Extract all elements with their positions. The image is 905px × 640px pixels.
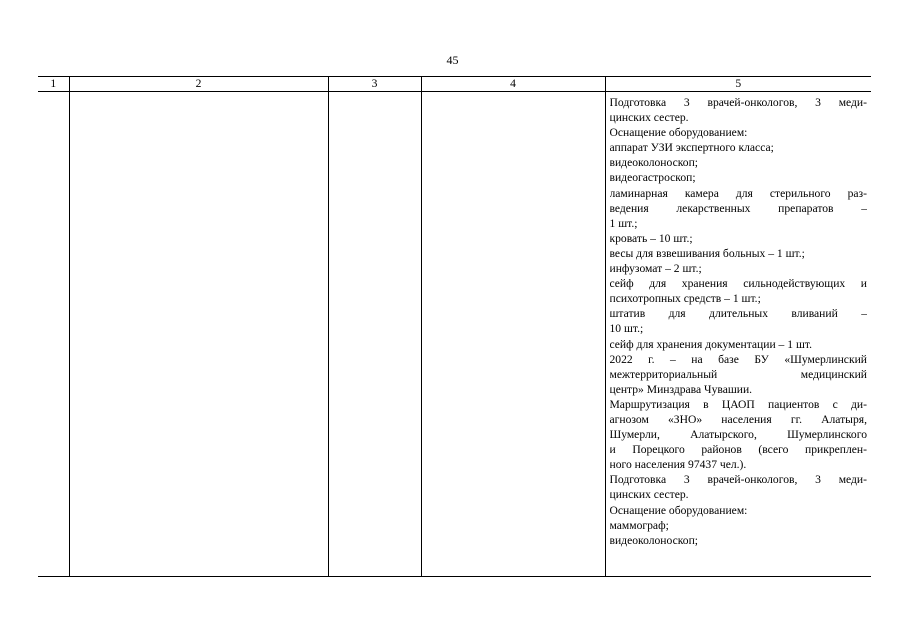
cell-column-2 [69, 92, 328, 577]
text-line: аппарат УЗИ экспертного класса; [609, 141, 774, 155]
text-line: Шумерли, Алатырского, Шумерлинского [609, 428, 867, 442]
text-line: маммограф; [609, 518, 669, 532]
column-header-4: 4 [421, 77, 605, 92]
text-line: 10 шт.; [609, 322, 644, 336]
column-header-5: 5 [605, 77, 871, 92]
text-line: Оснащение оборудованием: [609, 126, 748, 140]
text-line: кровать – 10 шт.; [609, 231, 693, 245]
column-header-1: 1 [38, 77, 69, 92]
text-line: Подготовка 3 врачей-онкологов, 3 меди- [609, 96, 867, 109]
cell-column-3 [328, 92, 421, 577]
text-line: сейф для хранения документации – 1 шт. [609, 337, 812, 351]
text-line: агнозом «ЗНО» населения гг. Алатыря, [609, 412, 867, 426]
text-line: и Порецкого районов (всего прикреплен- [609, 443, 867, 457]
text-line: цинских сестер. [609, 488, 689, 502]
text-line: видеогастроскоп; [609, 171, 696, 185]
header-row [38, 77, 871, 92]
text-line: Оснащение оборудованием: [609, 503, 748, 517]
text-line: межтерриториальный медицинский [609, 367, 867, 381]
text-line: 1 шт.; [609, 216, 638, 230]
text-line: штатив для длительных вливаний – [609, 307, 867, 321]
text-line: психотропных средств – 1 шт.; [609, 292, 761, 306]
text-line: Маршрутизация в ЦАОП пациентов с ди- [609, 397, 867, 411]
page-number: 45 [446, 53, 459, 67]
cell-column-5 [605, 92, 871, 577]
text-line: ламинарная камера для стерильного раз- [609, 186, 867, 200]
table-row [38, 92, 871, 577]
text-line: сейф для хранения сильнодействующих и [609, 277, 867, 291]
text-line: 2022 г. – на базе БУ «Шумерлинский [609, 352, 867, 366]
column-5-text [610, 95, 868, 548]
column-header-3: 3 [328, 77, 421, 92]
text-line: Подготовка 3 врачей-онкологов, 3 меди- [609, 473, 867, 487]
cell-column-4 [421, 92, 605, 577]
text-line: инфузомат – 2 шт.; [609, 262, 702, 276]
text-line: ведения лекарственных препаратов – [609, 201, 867, 215]
text-line: центр» Минздрава Чувашии. [609, 382, 753, 396]
cell-column-1 [38, 92, 69, 577]
text-line: видеоколоноскоп; [609, 156, 698, 170]
text-line: весы для взвешивания больных – 1 шт.; [609, 246, 805, 260]
text-line: видеоколоноскоп; [609, 533, 698, 547]
document-table [38, 76, 871, 577]
text-line: ного населения 97437 чел.). [609, 458, 747, 472]
column-header-2: 2 [69, 77, 328, 92]
text-line: цинских сестер. [609, 111, 689, 125]
